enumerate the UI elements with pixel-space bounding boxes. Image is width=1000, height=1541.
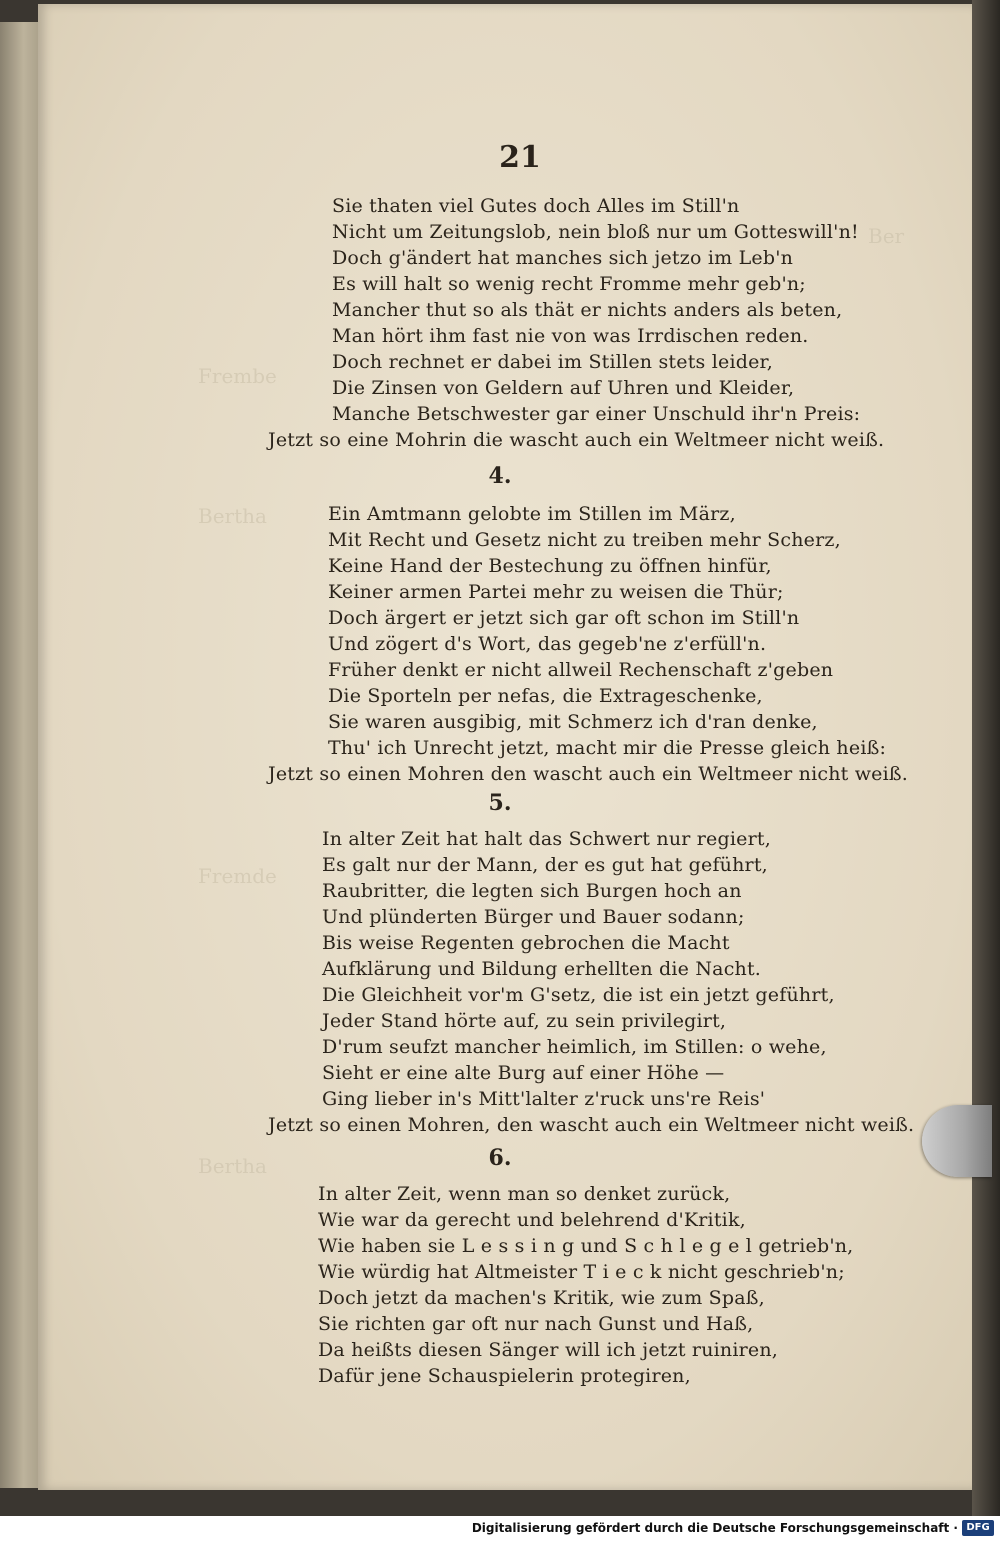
verse-line: Keiner armen Partei mehr zu weisen die Thür;: [328, 581, 784, 603]
verse-line: Sie waren ausgibig, mit Schmerz ich d'ran denke,: [328, 711, 818, 733]
verse-line: Bis weise Regenten gebrochen die Macht: [322, 932, 730, 954]
footer-bar: [0, 1516, 1000, 1541]
verse-line: Ein Amtmann gelobte im Stillen im März,: [328, 503, 736, 525]
verse-line: Man hört ihm fast nie von was Irrdischen reden.: [332, 325, 809, 347]
verse-line: Die Sporteln per nefas, die Extrageschenke,: [328, 685, 763, 707]
verse-line: Raubritter, die legten sich Burgen hoch an: [322, 880, 742, 902]
show-through-text: Bertha: [198, 1154, 267, 1178]
show-through-text: Frembe: [198, 364, 277, 388]
verse-line: Thu' ich Unrecht jetzt, macht mir die Presse gleich heiß:: [328, 737, 887, 759]
verse-line: Jeder Stand hörte auf, zu sein privilegirt,: [322, 1010, 727, 1032]
verse-line: Die Zinsen von Geldern auf Uhren und Kleider,: [332, 377, 795, 399]
footer-credit: Digitalisierung gefördert durch die Deutsche Forschungsgemeinschaft ·: [471, 1521, 958, 1535]
verse-line: Nicht um Zeitungslob, nein bloß nur um Gotteswill'n!: [332, 221, 859, 243]
verse-line: In alter Zeit hat halt das Schwert nur regiert,: [322, 828, 771, 850]
verse-line: Da heißts diesen Sänger will ich jetzt ruiniren,: [318, 1339, 779, 1361]
verse-line: Es galt nur der Mann, der es gut hat geführt,: [322, 854, 768, 876]
verse-line: Die Gleichheit vor'm G'setz, die ist ein jetzt geführt,: [322, 984, 835, 1006]
scan-right-edge: [972, 0, 1000, 1516]
verse-line: Ging lieber in's Mitt'lalter z'ruck uns're Reis': [322, 1088, 766, 1110]
refrain-line: Jetzt so einen Mohren, den wascht auch ein Weltmeer nicht weiß.: [268, 1114, 915, 1136]
verse-line: Und zögert d's Wort, das gegeb'ne z'erfüll'n.: [328, 633, 767, 655]
verse-line: Wie würdig hat Altmeister T i e c k nicht geschrieb'n;: [318, 1261, 845, 1283]
refrain-line: Jetzt so eine Mohrin die wascht auch ein Weltmeer nicht weiß.: [268, 429, 885, 451]
verse-line: Doch jetzt da machen's Kritik, wie zum Spaß,: [318, 1287, 765, 1309]
verse-line: In alter Zeit, wenn man so denket zurück,: [318, 1183, 731, 1205]
verse-line: D'rum seufzt mancher heimlich, im Stillen: o wehe,: [322, 1036, 827, 1058]
verse-line: Doch rechnet er dabei im Stillen stets leider,: [332, 351, 773, 373]
verse-line: Doch g'ändert hat manches sich jetzo im Leb'n: [332, 247, 794, 269]
verse-line: Mancher thut so als thät er nichts anders als beten,: [332, 299, 843, 321]
verse-line: Wie haben sie L e s s i n g und S c h l e g e l getrieb'n,: [318, 1235, 854, 1257]
verse-line: Mit Recht und Gesetz nicht zu treiben mehr Scherz,: [328, 529, 841, 551]
stanza-number: 4.: [488, 463, 512, 489]
verse-line: Manche Betschwester gar einer Unschuld ihr'n Preis:: [332, 403, 861, 425]
verse-line: Es will halt so wenig recht Fromme mehr geb'n;: [332, 273, 806, 295]
stanza-number: 6.: [488, 1145, 512, 1171]
page-number: 21: [499, 140, 541, 175]
show-through-text: Ber: [868, 224, 905, 248]
refrain-line: Jetzt so einen Mohren den wascht auch ein Weltmeer nicht weiß.: [268, 763, 909, 785]
verse-line: Und plünderten Bürger und Bauer sodann;: [322, 906, 745, 928]
verse-line: Sie richten gar oft nur nach Gunst und Haß,: [318, 1313, 754, 1335]
verse-line: Früher denkt er nicht allweil Rechenschaft z'geben: [328, 659, 834, 681]
verse-line: Sieht er eine alte Burg auf einer Höhe —: [322, 1062, 725, 1084]
verse-line: Doch ärgert er jetzt sich gar oft schon im Still'n: [328, 607, 800, 629]
verse-line: Sie thaten viel Gutes doch Alles im Still'n: [332, 195, 740, 217]
verse-line: Dafür jene Schauspielerin protegiren,: [318, 1365, 691, 1387]
show-through-text: Fremde: [198, 864, 277, 888]
stanza-number: 5.: [488, 790, 512, 816]
dfg-logo: DFG: [962, 1520, 994, 1536]
verse-line: Wie war da gerecht und belehrend d'Kritik,: [318, 1209, 746, 1231]
verse-line: Aufklärung und Bildung erhellten die Nacht.: [322, 958, 762, 980]
show-through-text: Bertha: [198, 504, 267, 528]
verse-line: Keine Hand der Bestechung zu öffnen hinfür,: [328, 555, 772, 577]
